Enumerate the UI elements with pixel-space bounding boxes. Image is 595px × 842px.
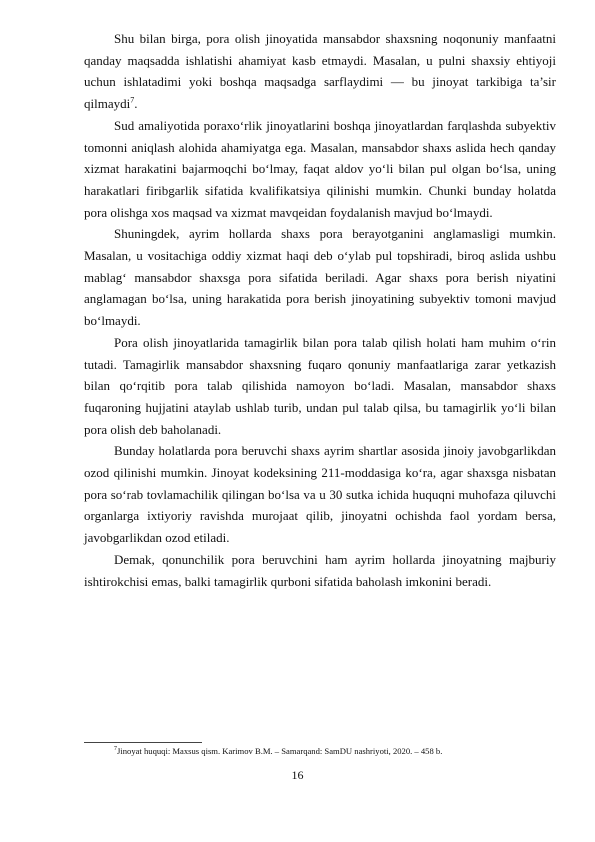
footnote [114, 746, 554, 757]
paragraph-5: Bunday holatlarda pora beruvchi shaxs ayrim shartlar asosida jinoiy javobgarlikdan ozod qilinishi mumkin. Jinoyat kodeksining 211-moddasiga ko‘ra, agar shaxsga nisbatan pora so‘rab tovlamachilik qilingan bo‘lsa va u 30 sutka ichida huquqni muhofaza qiluvchi organlarga ixtiyoriy ravishda murojaat qilib, jinoyatni ochishda faol yordam bersa, javobgarlikdan ozod etiladi. [84, 443, 556, 546]
paragraph-1 [84, 28, 556, 115]
paragraph-3: Shuningdek, ayrim hollarda shaxs pora berayotganini anglamasligi mumkin. Masalan, u vositachiga oddiy xizmat haqi deb o‘ylab pul topshiradi, biroq aslida ushbu mablag‘ mansabdor shaxsga pora sifatida beriladi. Agar shaxs pora berish niyatini anglamagan bo‘lsa, uning harakatida pora berish jinoyatining subyektiv tomoni mavjud bo‘lmaydi. [84, 226, 556, 329]
paragraph-6: Demak, qonunchilik pora beruvchini ham ayrim hollarda jinoyatning majburiy ishtirokchisi emas, balki tamagirlik qurboni sifatida baholash imkonini beradi. [84, 551, 556, 589]
paragraph-2: Sud amaliyotida poraxo‘rlik jinoyatlarini boshqa jinoyatlardan farqlashda subyektiv tomonni aniqlash alohida ahamiyatga ega. Masalan, mansabdor shaxs aslida hech qanday xizmat harakatini bajarmoqchi bo‘lmay, faqat aldov yo‘li bilan pul olgan bo‘lsa, uning harakatlari firibgarlik sifatida kvalifikatsiya qilinishi mumkin. Chunki bunday holatda pora olishga xos maqsad va xizmat mavqeidan foydalanish mavjud bo‘lmaydi. [84, 117, 556, 220]
paragraph-tail: . [134, 96, 138, 112]
body-text [84, 28, 556, 592]
footnote-divider [84, 742, 202, 743]
footnote-reference[interactable]: 7 [130, 95, 135, 105]
paragraph-text: Shu bilan birga, pora olish jinoyatida mansabdor shaxsning noqonuniy manfaatni qanday maqsadda ishlatishi ahamiyat kasb etmaydi. Masalan, u pulni shaxsiy ehtiyoji uchun ishlatadimi yoki boshqa maqsadga sarflaydimi — bu jinoyat tarkibiga ta’sir qilmaydi [84, 31, 556, 112]
footnote-text: Jinoyat huquqi: Maxsus qism. Karimov B.M. – Samarqand: SamDU nashriyoti, 2020. – 458 b. [117, 746, 443, 756]
paragraph-4: Pora olish jinoyatlarida tamagirlik bilan pora talab qilish holati ham muhim o‘rin tutadi. Tamagirlik mansabdor shaxsning fuqaro qonuniy manfaatlariga zarar yetkazish bilan qo‘rqitib pora talab qilishida namoyon bo‘ladi. Masalan, mansabdor shaxs fuqaroning hujjatini ataylab ushlab turib, undan pul talab qilsa, bu tamagirlik yo‘li bilan pora olish deb baholanadi. [84, 334, 556, 437]
footnote-number: 7 [114, 746, 117, 753]
page-number: 16 [291, 768, 304, 782]
